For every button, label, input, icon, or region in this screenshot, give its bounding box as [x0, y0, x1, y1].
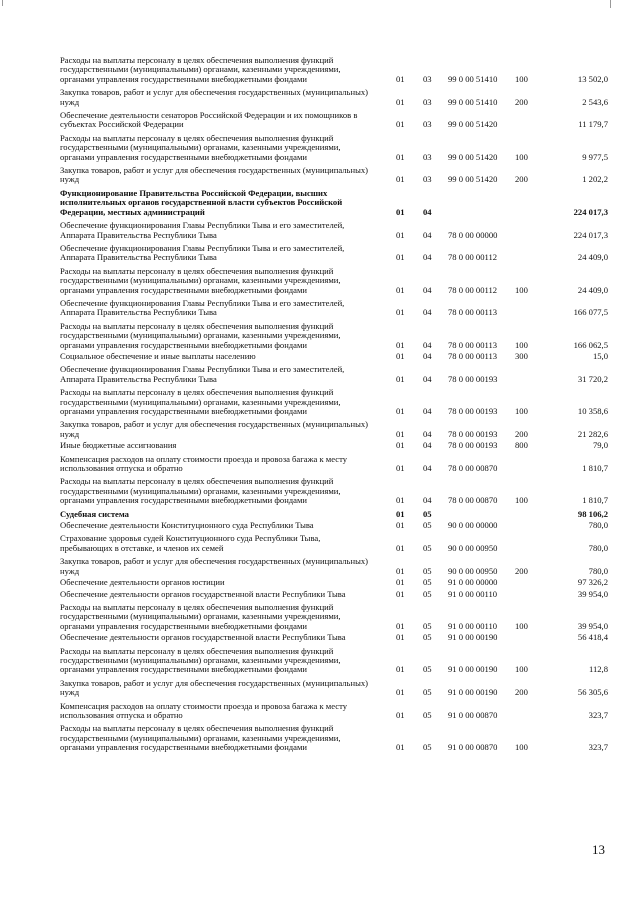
- row-section: 01: [396, 542, 405, 553]
- row-section: 01: [396, 307, 405, 318]
- row-section: 01: [396, 520, 405, 531]
- table-row: [0, 352, 636, 361]
- row-expense-type: 100: [515, 406, 528, 416]
- row-name: Расходы на выплаты персоналу в целях обеспечения выполнения функций государственными (муниципальными) органами, казенными учреждениями, органами управления государственными внебюджетными фондами: [60, 645, 341, 675]
- table-row: [0, 388, 636, 416]
- row-subsection: 03: [423, 73, 432, 84]
- row-subsection: 04: [423, 206, 432, 217]
- row-subsection: 03: [423, 174, 432, 185]
- table-row: [0, 134, 636, 162]
- row-expense-type: 100: [515, 284, 528, 295]
- row-expense-type: 200: [515, 174, 528, 185]
- row-section: 01: [396, 495, 405, 506]
- row-expense-type: 100: [515, 742, 528, 753]
- row-expense-type: 100: [515, 620, 528, 631]
- row-amount: 2 543,6: [582, 96, 608, 107]
- row-amount: 31 720,2: [577, 373, 608, 384]
- row-name: Закупка товаров, работ и услуг для обеспечения государственных (муниципальных) нужд: [60, 87, 368, 107]
- row-amount: 98 106,2: [577, 508, 608, 519]
- table-row: [0, 441, 636, 450]
- row-subsection: 05: [423, 687, 432, 698]
- row-amount: 780,0: [588, 565, 608, 576]
- row-amount: 224 017,3: [573, 229, 608, 240]
- row-section: 01: [396, 565, 405, 576]
- row-expense-type: 200: [515, 428, 528, 439]
- row-subsection: 04: [423, 252, 432, 263]
- row-subsection: 04: [423, 284, 432, 295]
- row-target-article: 78 0 00 00193: [448, 440, 498, 451]
- row-target-article: 91 0 00 00190: [448, 664, 498, 675]
- row-subsection: 04: [423, 440, 432, 451]
- table-row: [0, 189, 636, 217]
- row-section: 01: [396, 428, 405, 439]
- row-subsection: 04: [423, 495, 432, 506]
- row-expense-type: 800: [515, 440, 528, 451]
- row-section: 01: [396, 206, 405, 217]
- row-subsection: 05: [423, 742, 432, 753]
- table-row: [0, 679, 636, 698]
- row-name: Обеспечение функционирования Главы Республики Тыва и его заместителей, Аппарата Правительства Республики Тыва: [60, 220, 345, 240]
- row-section: 01: [396, 252, 405, 263]
- row-name: Компенсация расходов на оплату стоимости проезда и провоза багажа к месту использования отпуска и обратно: [60, 700, 348, 720]
- row-section: 01: [396, 373, 405, 384]
- row-section: 01: [396, 508, 405, 519]
- row-section: 01: [396, 350, 405, 361]
- row-section: 01: [396, 96, 405, 107]
- row-target-article: 91 0 00 00190: [448, 632, 498, 643]
- row-section: 01: [396, 687, 405, 698]
- row-name: Расходы на выплаты персоналу в целях обеспечения выполнения функций государственными (муниципальными) органами, казенными учреждениями, органами управления государственными внебюджетными фондами: [60, 320, 341, 350]
- row-subsection: 05: [423, 664, 432, 675]
- row-amount: 112,8: [588, 664, 608, 675]
- table-row: [0, 56, 636, 84]
- row-amount: 1 810,7: [582, 463, 608, 474]
- row-name: Компенсация расходов на оплату стоимости проезда и провоза багажа к месту использования отпуска и обратно: [60, 453, 348, 474]
- row-name: Социальное обеспечение и иные выплаты населению: [60, 350, 256, 361]
- row-section: 01: [396, 284, 405, 295]
- row-name: Обеспечение функционирования Главы Республики Тыва и его заместителей, Аппарата Правительства Республики Тыва: [60, 242, 345, 263]
- row-name: Закупка товаров, работ и услуг для обеспечения государственных (муниципальных) нужд: [60, 556, 368, 576]
- row-target-article: 90 0 00 00950: [448, 565, 498, 576]
- row-subsection: 04: [423, 229, 432, 240]
- row-name: Закупка товаров, работ и услуг для обеспечения государственных (муниципальных) нужд: [60, 165, 368, 185]
- table-row: [0, 322, 636, 350]
- scan-mark: [2, 0, 3, 6]
- row-target-article: 78 0 00 00193: [448, 428, 498, 439]
- row-target-article: 78 0 00 00113: [448, 350, 498, 361]
- row-subsection: 05: [423, 588, 432, 599]
- row-subsection: 04: [423, 406, 432, 416]
- row-section: 01: [396, 151, 405, 162]
- row-name: Обеспечение деятельности органов юстиции: [60, 577, 225, 588]
- row-name: Обеспечение деятельности Конституционного суда Республики Тыва: [60, 520, 314, 531]
- row-target-article: 99 0 00 51410: [448, 96, 498, 107]
- row-name: Расходы на выплаты персоналу в целях обеспечения выполнения функций государственными (муниципальными) органами, казенными учреждениями, органами управления государственными внебюджетными фондами: [60, 265, 341, 295]
- row-target-article: 91 0 00 00110: [448, 588, 498, 599]
- row-target-article: 78 0 00 00000: [448, 229, 498, 240]
- table-row: [0, 633, 636, 642]
- row-amount: 11 179,7: [578, 119, 608, 130]
- row-target-article: 78 0 00 00113: [448, 339, 498, 350]
- row-name: Функционирование Правительства Российской Федерации, высших исполнительных органов государственной власти субъектов Российской Федерации, местных администраций: [60, 187, 343, 217]
- table-row: [0, 578, 636, 587]
- table-row: [0, 647, 636, 675]
- row-name: Судебная система: [60, 508, 129, 519]
- row-amount: 24 409,0: [577, 284, 608, 295]
- table-row: [0, 455, 636, 474]
- row-subsection: 05: [423, 565, 432, 576]
- table-row: [0, 420, 636, 439]
- table-row: [0, 724, 636, 752]
- table-row: [0, 510, 636, 519]
- row-section: 01: [396, 463, 405, 474]
- row-name: Обеспечение функционирования Главы Республики Тыва и его заместителей, Аппарата Правительства Республики Тыва: [60, 297, 345, 318]
- row-amount: 97 326,2: [577, 577, 608, 588]
- row-subsection: 05: [423, 632, 432, 643]
- row-amount: 24 409,0: [577, 252, 608, 263]
- row-target-article: 99 0 00 51420: [448, 174, 498, 185]
- table-row: [0, 590, 636, 599]
- row-expense-type: 100: [515, 151, 528, 162]
- row-section: 01: [396, 339, 405, 350]
- row-target-article: 99 0 00 51410: [448, 73, 498, 84]
- row-expense-type: 100: [515, 339, 528, 350]
- row-target-article: 78 0 00 00870: [448, 463, 498, 474]
- row-name: Обеспечение деятельности органов государственной власти Республики Тыва: [60, 632, 346, 643]
- table-row: [0, 557, 636, 576]
- row-target-article: 91 0 00 00870: [448, 709, 498, 720]
- table-row: [0, 365, 636, 384]
- row-target-article: 91 0 00 00870: [448, 742, 498, 753]
- row-amount: 21 282,6: [577, 428, 608, 439]
- row-expense-type: 100: [515, 73, 528, 84]
- row-section: 01: [396, 742, 405, 753]
- row-section: 01: [396, 440, 405, 451]
- row-section: 01: [396, 709, 405, 720]
- row-expense-type: 200: [515, 565, 528, 576]
- row-amount: 780,0: [588, 542, 608, 553]
- row-target-article: 90 0 00 00950: [448, 542, 498, 553]
- row-name: Расходы на выплаты персоналу в целях обеспечения выполнения функций государственными (муниципальными) органами, казенными учреждениями, органами управления государственными внебюджетными фондами: [60, 723, 341, 753]
- budget-table: [0, 52, 636, 753]
- table-row: [0, 603, 636, 631]
- row-amount: 9 977,5: [582, 151, 608, 162]
- row-name: Обеспечение функционирования Главы Республики Тыва и его заместителей, Аппарата Правительства Республики Тыва: [60, 364, 345, 384]
- row-section: 01: [396, 119, 405, 130]
- row-name: Расходы на выплаты персоналу в целях обеспечения выполнения функций государственными (муниципальными) органами, казенными учреждениями, органами управления государственными внебюджетными фондами: [60, 601, 341, 631]
- row-target-article: 78 0 00 00870: [448, 495, 498, 506]
- row-subsection: 05: [423, 577, 432, 588]
- row-subsection: 04: [423, 350, 432, 361]
- row-amount: 39 954,0: [577, 588, 608, 599]
- row-target-article: 99 0 00 51420: [448, 151, 498, 162]
- row-subsection: 04: [423, 339, 432, 350]
- row-section: 01: [396, 174, 405, 185]
- row-target-article: 91 0 00 00190: [448, 687, 498, 698]
- row-subsection: 05: [423, 709, 432, 720]
- row-subsection: 03: [423, 151, 432, 162]
- table-row: [0, 244, 636, 263]
- row-name: Страхование здоровья судей Конституционного суда Республики Тыва, пребывающих в отставке, и членов их семей: [60, 533, 321, 553]
- table-row: [0, 702, 636, 721]
- row-amount: 79,0: [592, 440, 608, 451]
- row-subsection: 04: [423, 463, 432, 474]
- row-expense-type: 200: [515, 96, 528, 107]
- table-row: [0, 111, 636, 130]
- row-name: Расходы на выплаты персоналу в целях обеспечения выполнения функций государственными (муниципальными) органами, казенными учреждениями, органами управления государственными внебюджетными фондами: [60, 55, 341, 84]
- table-row: [0, 166, 636, 185]
- row-amount: 56 305,6: [577, 687, 608, 698]
- row-amount: 56 418,4: [577, 632, 608, 643]
- row-target-article: 78 0 00 00113: [448, 307, 498, 318]
- row-subsection: 05: [423, 520, 432, 531]
- table-row: [0, 267, 636, 295]
- page-number: 13: [592, 842, 605, 857]
- scan-mark: [610, 0, 611, 8]
- row-section: 01: [396, 73, 405, 84]
- row-subsection: 05: [423, 620, 432, 631]
- row-section: 01: [396, 406, 405, 416]
- row-amount: 166 077,5: [573, 307, 608, 318]
- row-expense-type: 200: [515, 687, 528, 698]
- row-expense-type: 100: [515, 664, 528, 675]
- row-name: Закупка товаров, работ и услуг для обеспечения государственных (муниципальных) нужд: [60, 419, 368, 439]
- row-subsection: 03: [423, 96, 432, 107]
- row-amount: 13 502,0: [577, 73, 608, 84]
- row-target-article: 78 0 00 00112: [448, 252, 498, 263]
- row-amount: 1 810,7: [582, 495, 608, 506]
- row-name: Обеспечение деятельности сенаторов Российской Федерации и их помощников в субъектах Российской Федерации: [60, 110, 358, 130]
- row-amount: 224 017,3: [573, 206, 608, 217]
- row-name: Расходы на выплаты персоналу в целях обеспечения выполнения функций государственными (муниципальными) органами, казенными учреждениями, органами управления государственными внебюджетными фондами: [60, 387, 341, 416]
- row-name: Расходы на выплаты персоналу в целях обеспечения выполнения функций государственными (муниципальными) органами, казенными учреждениями, органами управления государственными внебюджетными фондами: [60, 132, 341, 162]
- row-section: 01: [396, 577, 405, 588]
- row-subsection: 04: [423, 428, 432, 439]
- row-amount: 15,0: [592, 350, 608, 361]
- row-subsection: 04: [423, 373, 432, 384]
- row-expense-type: 300: [515, 350, 528, 361]
- row-subsection: 05: [423, 508, 432, 519]
- row-amount: 323,7: [588, 709, 608, 720]
- row-target-article: 91 0 00 00000: [448, 577, 498, 588]
- row-expense-type: 100: [515, 495, 528, 506]
- row-subsection: 03: [423, 119, 432, 130]
- row-subsection: 05: [423, 542, 432, 553]
- table-row: [0, 221, 636, 240]
- row-target-article: 91 0 00 00110: [448, 620, 498, 631]
- row-name: Иные бюджетные ассигнования: [60, 440, 177, 451]
- table-row: [0, 534, 636, 553]
- table-row: [0, 521, 636, 530]
- row-name: Закупка товаров, работ и услуг для обеспечения государственных (муниципальных) нужд: [60, 677, 368, 698]
- row-amount: 10 358,6: [577, 406, 608, 416]
- row-amount: 323,7: [588, 742, 608, 753]
- row-target-article: 78 0 00 00193: [448, 406, 498, 416]
- table-row: [0, 477, 636, 505]
- row-name: Расходы на выплаты персоналу в целях обеспечения выполнения функций государственными (муниципальными) органами, казенными учреждениями, органами управления государственными внебюджетными фондами: [60, 476, 341, 506]
- table-row: [0, 88, 636, 107]
- row-subsection: 04: [423, 307, 432, 318]
- table-row: [0, 299, 636, 318]
- row-target-article: 90 0 00 00000: [448, 520, 498, 531]
- row-amount: 780,0: [588, 520, 608, 531]
- row-target-article: 99 0 00 51420: [448, 119, 498, 130]
- row-section: 01: [396, 632, 405, 643]
- row-amount: 1 202,2: [582, 174, 608, 185]
- row-section: 01: [396, 229, 405, 240]
- row-amount: 39 954,0: [577, 620, 608, 631]
- row-target-article: 78 0 00 00112: [448, 284, 498, 295]
- row-target-article: 78 0 00 00193: [448, 373, 498, 384]
- row-name: Обеспечение деятельности органов государственной власти Республики Тыва: [60, 588, 346, 599]
- row-amount: 166 062,5: [573, 339, 608, 350]
- row-section: 01: [396, 588, 405, 599]
- row-section: 01: [396, 620, 405, 631]
- row-section: 01: [396, 664, 405, 675]
